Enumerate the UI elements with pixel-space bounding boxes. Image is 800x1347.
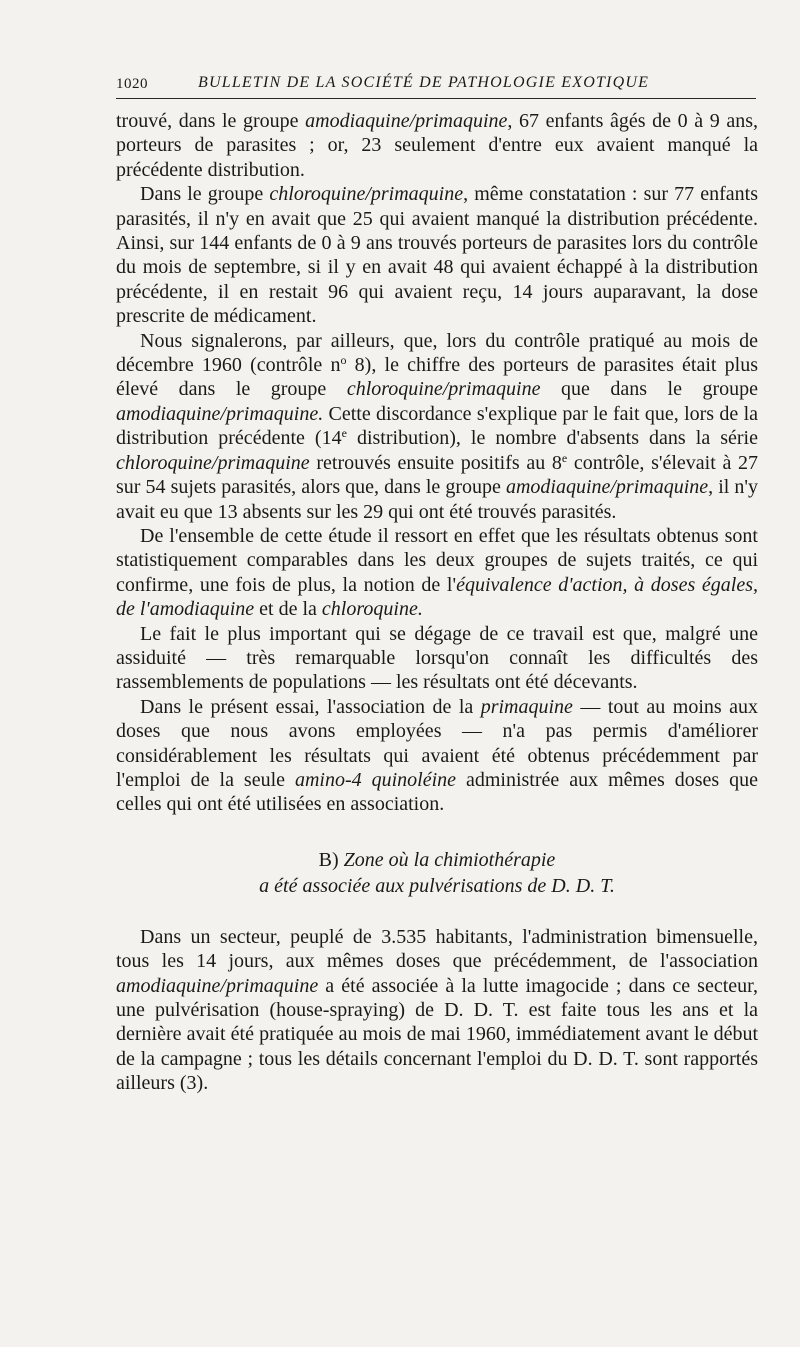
paragraph-2: Dans le groupe chloroquine/primaquine, même constatation : sur 77 enfants parasités, il n'y en avait que 25 qui avaient manqué la distribution précédente. Ainsi, sur 144 enfants de 0 à 9 ans trouvés porteurs de parasites lors du contrôle du mois de septembre, si il y en avait 48 qui avaient échappé à la distribution précédente, il en restait 96 qui avaient reçu, 14 jours auparavant, la dose prescrite de médicament. [116, 183, 759, 328]
running-title: BULLETIN DE LA SOCIÉTÉ DE PATHOLOGIE EXOTIQUE [198, 74, 650, 91]
paragraph-4: De l'ensemble de cette étude il ressort en effet que les résultats obtenus sont statistiquement comparables dans les deux groupes de sujets traités, ce qui confirme, une fois de plus, la notion de l'équivalence d'action, à doses égales, de l'amodiaquine et de la chloroquine. [116, 524, 758, 621]
paragraph-6: Dans le présent essai, l'association de la primaquine — tout au moins aux doses que nous avons employées — n'a pas permis d'améliorer considérablement les résultats qui avaient été obtenus précédemment par l'emploi de la seule amino-4 quinoléine administrée aux mêmes doses que celles qui ont été utilisées en association. [116, 695, 758, 816]
paragraph-1: trouvé, dans le groupe amodiaquine/primaquine, 67 enfants âgés de 0 à 9 ans, porteurs de parasites ; or, 23 seulement d'entre eux avaient manqué la précédente distribution. [116, 110, 758, 181]
page-header [116, 72, 756, 99]
section-heading-line-2: a été associée aux pulvérisations de D. D. T. [259, 874, 615, 897]
section-letter: B) [318, 848, 339, 871]
paragraph-7: Dans un secteur, peuplé de 3.535 habitants, l'administration bimensuelle, tous les 14 jours, aux mêmes doses que précédemment, de l'association amodiaquine/primaquine a été associée à la lutte imagocide ; dans ce secteur, une pulvérisation (house-spraying) de D. D. T. est faite tous les ans et la dernière avait été pratiquée au mois de mai 1960, immédiatement avant le début de la campagne ; tous les détails concernant l'emploi du D. D. T. sont rapportés ailleurs (3). [116, 925, 758, 1095]
paragraph-3: Nous signalerons, par ailleurs, que, lors du contrôle pratiqué au mois de décembre 1960 (contrôle $n^o$ 8), le chiffre des porteurs de parasites était plus élevé dans le groupe chloroquine/primaquine que dans le groupe amodiaquine/primaquine. Cette discordance s'explique par le fait que, lors de la distribution précédente (14e distribution), le nombre d'absents dans la série chloroquine/primaquine retrouvés ensuite positifs au 8e contrôle, s'élevait à 27 sur 54 sujets parasités, alors que, dans le groupe amodiaquine/primaquine, il n'y avait eu que 13 absents sur les 29 qui ont été trouvés parasités. [116, 329, 759, 523]
section-heading-line-1: Zone où la chimiothérapie [343, 848, 556, 871]
section-heading [116, 847, 758, 899]
page-number: 1020 [116, 76, 148, 92]
article-body [116, 109, 758, 1096]
paragraph-5: Le fait le plus important qui se dégage de ce travail est que, malgré une assiduité — très remarquable lorsqu'on connaît les difficultés des rassemblements de populations — les résultats ont été décevants. [116, 622, 758, 694]
